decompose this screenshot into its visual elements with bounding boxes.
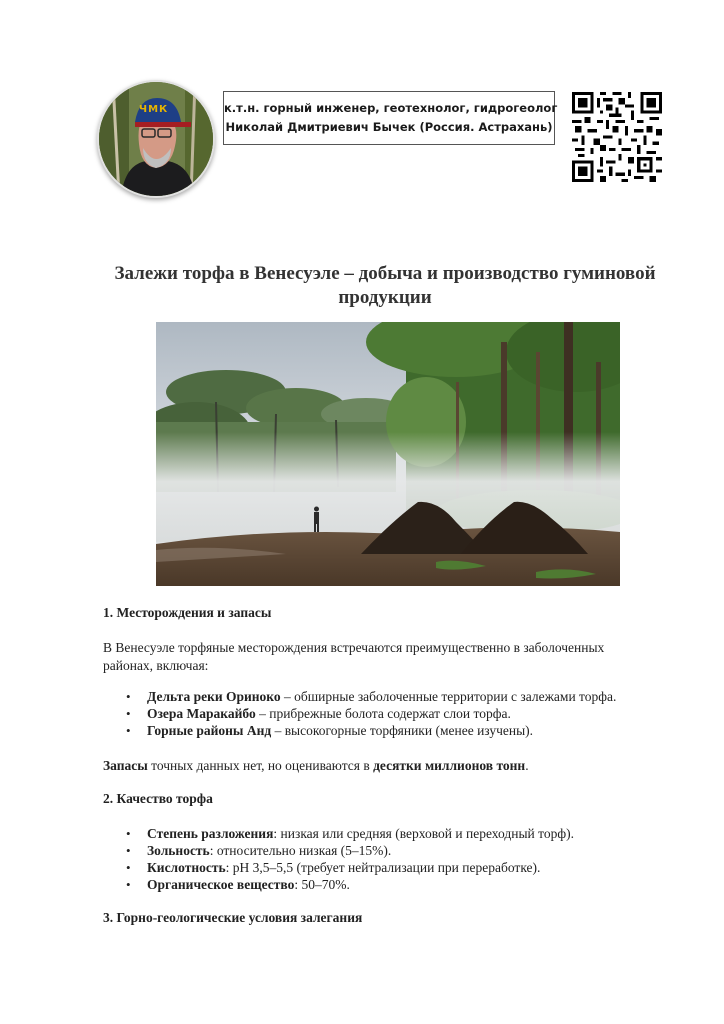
quality-list (123, 825, 574, 893)
deposits-list (123, 688, 616, 739)
section-3-heading: 3. Горно-геологические условия залегания (103, 910, 363, 925)
author-portrait-image (99, 82, 213, 196)
list-item-text: : 50–70%. (294, 877, 350, 892)
list-item-text: – обширные заболоченные территории с залежами торфа. (280, 689, 617, 704)
author-name: Николай Дмитриевич Бычек (Россия. Астрахань) (225, 120, 553, 134)
list-item (123, 688, 616, 705)
section-1-intro (103, 639, 683, 675)
list-item (123, 825, 574, 842)
list-item (123, 876, 574, 893)
list-item (123, 722, 616, 739)
list-item-term: Дельта реки Ориноко (147, 689, 281, 704)
list-item-text: – высокогорные торфяники (менее изучены). (271, 723, 534, 738)
reserves-end: . (525, 758, 529, 773)
list-item-term: Кислотность (147, 860, 226, 875)
list-item-term: Степень разложения (147, 826, 274, 841)
list-item-text: : низкая или средняя (верховой и переходный торф). (273, 826, 574, 841)
list-item-text: : pH 3,5–5,5 (требует нейтрализации при переработке). (225, 860, 541, 875)
reserves-term: Запасы (103, 758, 148, 773)
author-photo (97, 80, 215, 198)
reserves-amount: десятки миллионов тонн (373, 758, 526, 773)
list-item (123, 705, 616, 722)
intro-line-2: районах, включая: (103, 658, 209, 673)
peat-landscape-photo (156, 322, 620, 586)
title-line-2: продукции (338, 287, 432, 308)
reserves-paragraph (103, 757, 683, 775)
list-item-text: – прибрежные болота содержат слои торфа. (255, 706, 511, 721)
document-title (80, 262, 690, 310)
list-item (123, 859, 574, 876)
title-line-1: Залежи торфа в Венесуэле – добыча и производство гуминовой (114, 263, 656, 284)
list-item-term: Озера Маракайбо (147, 706, 256, 721)
cap-logo-text: ЧМК (139, 104, 169, 115)
list-item-term: Горные районы Анд (147, 723, 272, 738)
list-item-text: : относительно низкая (5–15%). (209, 843, 392, 858)
author-degree: к.т.н. горный инженер, геотехнолог, гидрогеолог (224, 101, 558, 115)
reserves-text: точных данных нет, но оцениваются в (147, 758, 374, 773)
list-item (123, 842, 574, 859)
intro-line-1: В Венесуэле торфяные месторождения встречаются преимущественно в заболоченных (103, 640, 605, 655)
section-1-heading: 1. Месторождения и запасы (103, 605, 272, 620)
author-credentials-box (223, 91, 558, 145)
section-2-heading: 2. Качество торфа (103, 791, 213, 806)
qr-code (572, 92, 662, 182)
list-item-term: Зольность (147, 843, 210, 858)
list-item-term: Органическое вещество (147, 877, 295, 892)
